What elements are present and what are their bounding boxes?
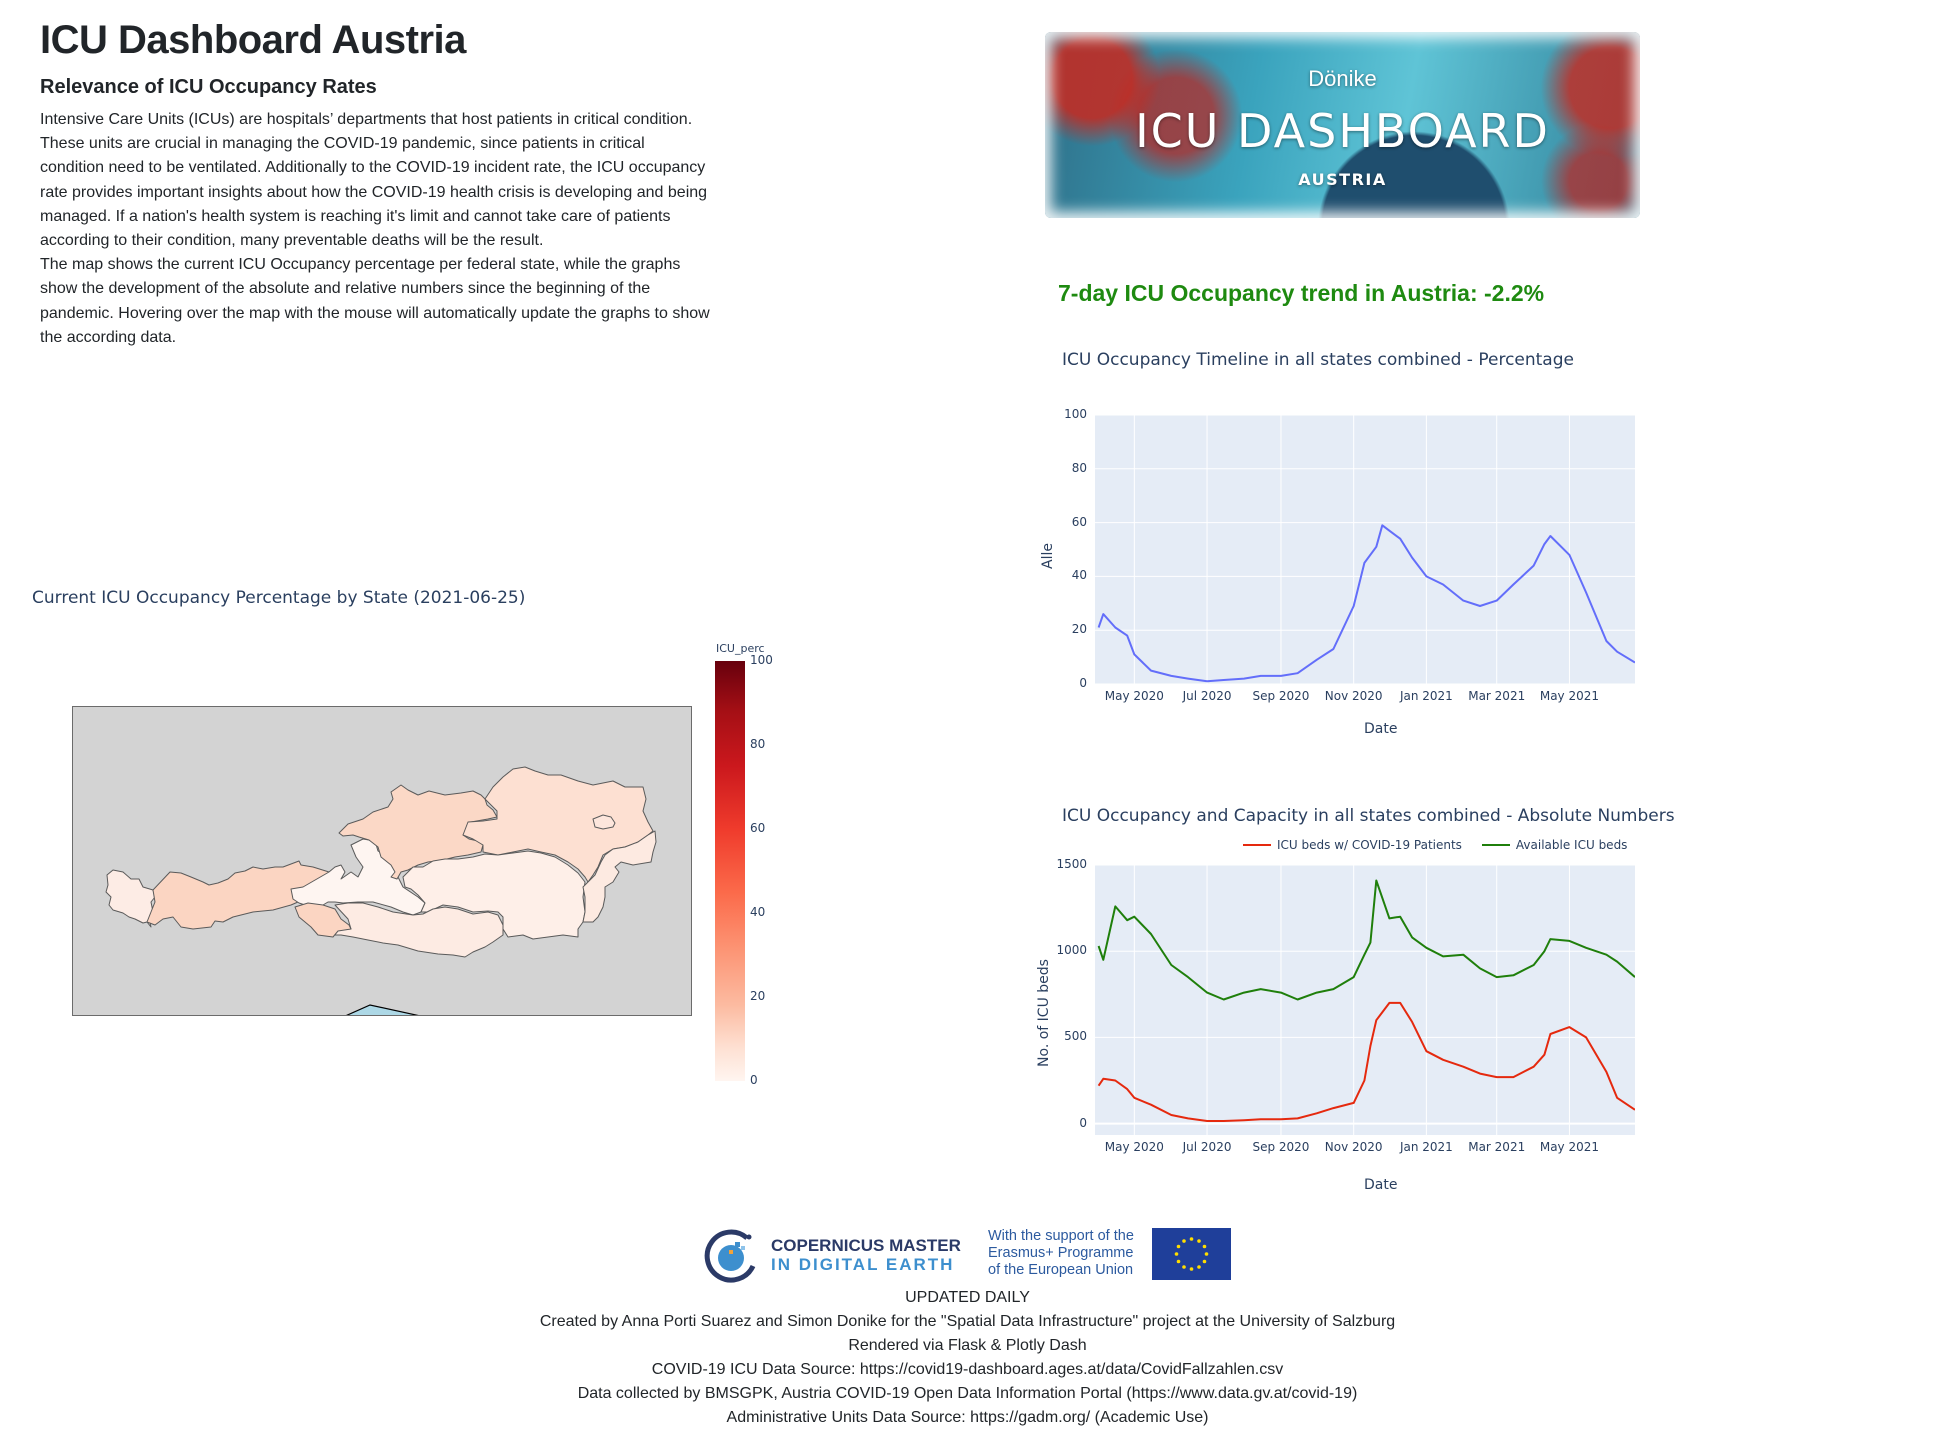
copernicus-line-1: COPERNICUS MASTER (771, 1236, 961, 1255)
erasmus-line-1: With the support of the (988, 1228, 1134, 1244)
x-tick-label: Sep 2020 (1252, 689, 1310, 703)
banner-brand: Dönike (1308, 66, 1377, 91)
colorbar-tick: 40 (750, 905, 766, 919)
colorbar-tick: 80 (750, 737, 766, 751)
chart-legend[interactable] (1243, 838, 1627, 852)
x-tick-label: Jul 2020 (1182, 689, 1232, 703)
section-title: Relevance of ICU Occupancy Rates (40, 76, 377, 98)
legend-swatch-covid (1243, 844, 1271, 846)
x-tick-label: May 2021 (1539, 689, 1600, 703)
map-title: Current ICU Occupancy Percentage by State (2021-06-25) (32, 588, 526, 608)
absolute-chart-plot[interactable] (1095, 865, 1635, 1135)
y-tick-label: 0 (1079, 676, 1087, 690)
eu-flag-icon (1152, 1228, 1231, 1280)
banner-subtitle: AUSTRIA (1298, 170, 1387, 189)
percentage-y-axis-title: Alle (1039, 543, 1056, 569)
legend-label-covid[interactable]: ICU beds w/ COVID-19 Patients (1277, 838, 1462, 852)
y-tick-label: 500 (1064, 1029, 1087, 1044)
x-tick-label: Jul 2020 (1182, 1140, 1232, 1154)
intro-text (40, 108, 710, 350)
austria-map-svg[interactable] (73, 707, 692, 1016)
x-tick-label: Jan 2021 (1399, 689, 1453, 703)
trend-heading: 7-day ICU Occupancy trend in Austria: -2.2% (1058, 280, 1545, 306)
legend-swatch-available (1482, 844, 1510, 846)
series-line[interactable] (1099, 881, 1635, 1000)
y-tick-label: 20 (1071, 622, 1087, 637)
colorbar-tick: 0 (750, 1073, 758, 1087)
x-tick-label: May 2020 (1104, 1140, 1164, 1154)
footer-rendered-via: Rendered via Flask & Plotly Dash (848, 1337, 1087, 1354)
footer-updated: UPDATED DAILY (905, 1289, 1030, 1306)
page-title: ICU Dashboard Austria (40, 18, 466, 62)
y-tick-label: 1000 (1056, 943, 1087, 958)
x-tick-label: Nov 2020 (1324, 689, 1383, 703)
erasmus-support-text (988, 1228, 1134, 1279)
footer-admin-source: Administrative Units Data Source: https://gadm.org/ (Academic Use) (726, 1409, 1209, 1426)
x-tick-label: May 2020 (1104, 689, 1164, 703)
colorbar (715, 661, 745, 1081)
series-line[interactable] (1099, 1003, 1635, 1121)
copernicus-line-2: IN DIGITAL EARTH (771, 1255, 955, 1274)
x-tick-label: Mar 2021 (1468, 1140, 1526, 1154)
colorbar-title: ICU_perc (716, 642, 765, 655)
y-tick-label: 0 (1079, 1115, 1087, 1130)
erasmus-line-2: Erasmus+ Programme (988, 1245, 1134, 1261)
footer-text (0, 1286, 1935, 1430)
copernicus-logo-text (771, 1236, 961, 1274)
percentage-line-chart[interactable] (1095, 415, 1635, 684)
intro-paragraph-2: The map shows the current ICU Occupancy percentage per federal state, while the graphs show the development of the absolute and relative numbers since the beginning of the pandemic. Hovering over the map with the mouse will automatically update the graphs to show the according data. (40, 256, 710, 346)
absolute-line-chart[interactable] (1095, 865, 1635, 1135)
absolute-chart-title: ICU Occupancy and Capacity in all states combined - Absolute Numbers (1062, 806, 1675, 826)
intro-paragraph-1: Intensive Care Units (ICUs) are hospitals’ departments that host patients in critical condition. These units are crucial in managing the COVID-19 pandemic, since patients in critical condition need to be ventilated. Additionally to the COVID-19 incident rate, the ICU occupancy rate provides important insights about how the COVID-19 health crisis is developing and being managed. If a nation's health system is reaching it's limit and cannot take care of patients according to their condition, many preventable deaths will be the result. (40, 111, 708, 250)
x-tick-label: Jan 2021 (1399, 1140, 1453, 1154)
absolute-y-axis-title: No. of ICU beds (1035, 959, 1052, 1067)
choropleth-map[interactable] (72, 706, 692, 1016)
percentage-chart-plot[interactable] (1095, 415, 1635, 684)
x-tick-label: May 2021 (1539, 1140, 1600, 1154)
colorbar-tick: 20 (750, 989, 766, 1003)
footer-data-collected: Data collected by BMSGPK, Austria COVID-19 Open Data Information Portal (https://www.data.gv.at/covid-19) (577, 1385, 1358, 1402)
erasmus-line-3: of the European Union (988, 1262, 1134, 1278)
percentage-chart-title: ICU Occupancy Timeline in all states combined - Percentage (1062, 350, 1574, 370)
percentage-x-axis-title: Date (1364, 721, 1398, 737)
y-tick-label: 60 (1071, 514, 1087, 529)
footer-data-source: COVID-19 ICU Data Source: https://covid19-dashboard.ages.at/data/CovidFallzahlen.csv (651, 1361, 1284, 1378)
footer-logos (703, 1228, 1243, 1286)
colorbar-tick: 100 (750, 653, 773, 667)
legend-label-available[interactable]: Available ICU beds (1515, 838, 1628, 852)
neighbor-region-shape (343, 1005, 425, 1016)
x-tick-label: Mar 2021 (1468, 689, 1526, 703)
state-vorarlberg[interactable] (106, 870, 155, 927)
y-tick-label: 40 (1071, 568, 1087, 583)
series-line[interactable] (1099, 525, 1635, 681)
x-tick-label: Sep 2020 (1252, 1140, 1310, 1154)
x-tick-label: Nov 2020 (1324, 1140, 1383, 1154)
colorbar-tick: 60 (750, 821, 766, 835)
copernicus-logo-icon (703, 1228, 759, 1284)
y-tick-label: 100 (1064, 407, 1087, 421)
absolute-x-axis-title: Date (1364, 1177, 1398, 1193)
banner-title: ICU DASHBOARD (1135, 104, 1550, 158)
y-tick-label: 1500 (1056, 857, 1087, 871)
y-tick-label: 80 (1071, 460, 1087, 475)
footer-credits: Created by Anna Porti Suarez and Simon Donike for the "Spatial Data Infrastructure" project at the University of Salzburg (539, 1313, 1396, 1330)
banner-image (1045, 32, 1640, 218)
